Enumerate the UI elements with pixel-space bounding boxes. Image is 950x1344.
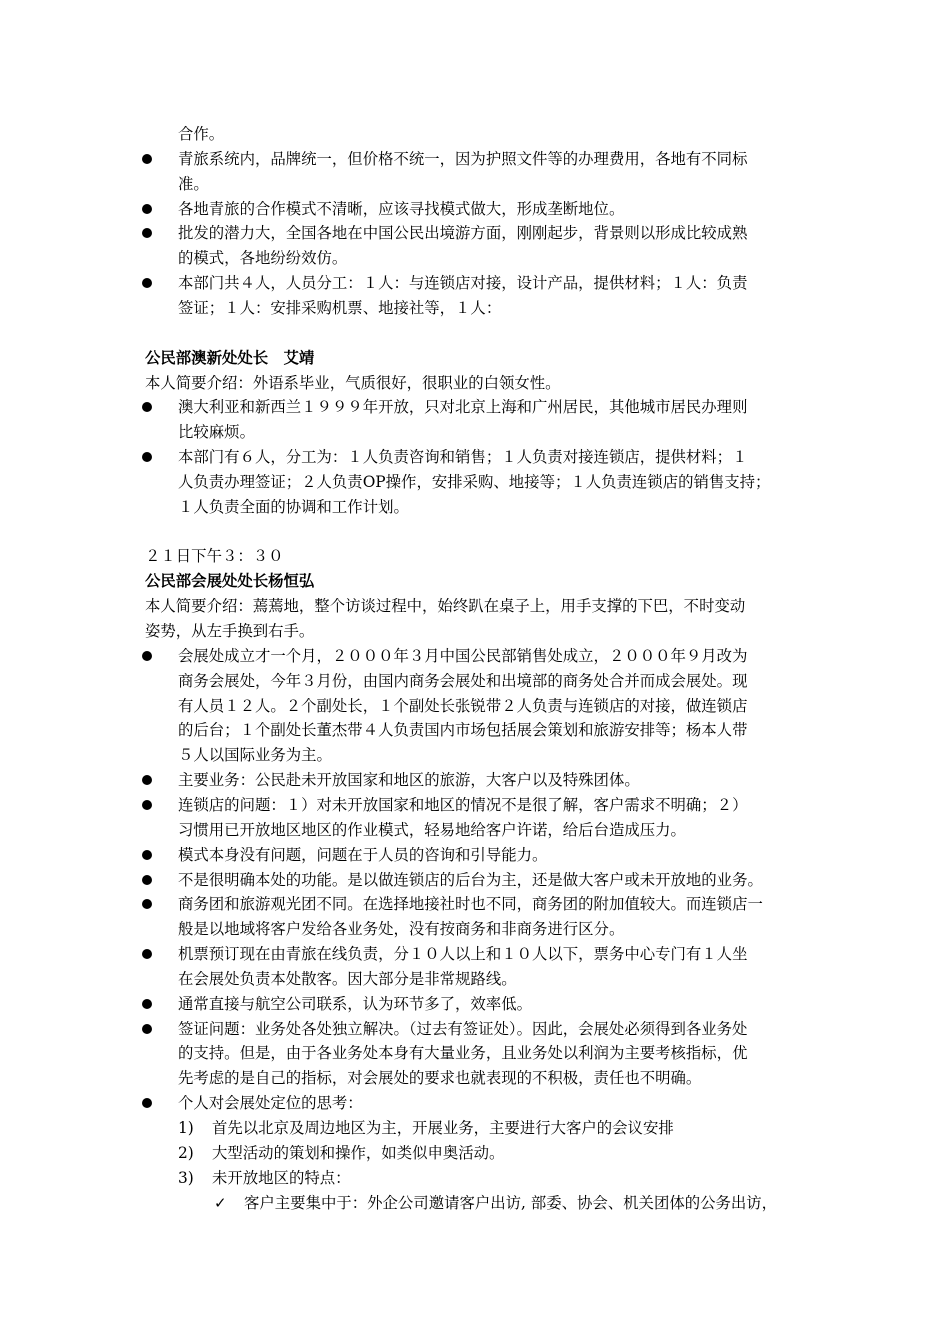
list-item-line: 比较麻烦。 <box>178 423 255 441</box>
list-item-line: 澳大利亚和新西兰１９９９年开放，只对北京上海和广州居民，其他城市居民办理则 <box>178 398 748 416</box>
bullet-icon <box>142 452 152 462</box>
bullet-icon <box>142 949 152 959</box>
bullet-icon <box>142 850 152 860</box>
checkmark-icon: ✓ <box>214 1194 227 1212</box>
list-item-line: 先考虑的是自己的指标，对会展处的要求也就表现的不积极，责任也不明确。 <box>178 1069 702 1087</box>
list-item-line: 签证；１人：安排采购机票、地接社等，１人： <box>178 299 502 317</box>
bullet-icon <box>142 875 152 885</box>
section-heading: 公民部澳新处处长 艾靖 <box>145 349 315 367</box>
bullet-icon <box>142 154 152 164</box>
bullet-icon <box>142 204 152 214</box>
list-item-line: 本部门共４人，人员分工：１人：与连锁店对接，设计产品，提供材料；１人：负责 <box>178 274 748 292</box>
bullet-icon <box>142 775 152 785</box>
list-number: 3) <box>178 1169 194 1187</box>
bullet-icon <box>142 651 152 661</box>
list-item-line: １人负责全面的协调和工作计划。 <box>178 498 409 516</box>
bullet-icon <box>142 1098 152 1108</box>
list-item-line: 本部门有６人，分工为：１人负责咨询和销售；１人负责对接连锁店，提供材料；１ <box>178 448 748 466</box>
list-item-line: 各地青旅的合作模式不清晰，应该寻找模式做大，形成垄断地位。 <box>178 200 625 218</box>
list-number: 1) <box>178 1119 194 1137</box>
list-item-line: 会展处成立才一个月，２０００年３月中国公民部销售处成立，２０００年９月改为 <box>178 647 748 665</box>
list-item-line: 商务团和旅游观光团不同。在选择地接社时也不同，商务团的附加值较大。而连锁店一 <box>178 895 763 913</box>
list-item-line: 商务会展处，今年３月份，由国内商务会展处和出境部的商务处合并而成会展处。现 <box>178 672 748 690</box>
list-item-line: 机票预订现在由青旅在线负责，分１０人以上和１０人以下，票务中心专门有１人坐 <box>178 945 748 963</box>
list-item-line: 签证问题：业务处各处独立解决。（过去有签证处）。因此，会展处必须得到各业务处 <box>178 1020 748 1038</box>
numbered-item-text: 未开放地区的特点： <box>212 1169 351 1187</box>
list-item-line: 连锁店的问题：１）对未开放国家和地区的情况不是很了解，客户需求不明确；２） <box>178 796 748 814</box>
bullet-icon <box>142 800 152 810</box>
list-item-line: 在会展处负责本处散客。因大部分是非常规路线。 <box>178 970 517 988</box>
list-item-line: 批发的潜力大，全国各地在中国公民出境游方面，刚刚起步，背景则以形成比较成熟 <box>178 224 748 242</box>
list-item-line: 的模式，各地纷纷效仿。 <box>178 249 348 267</box>
list-item-line: ５人以国际业务为主。 <box>178 746 332 764</box>
bullet-icon <box>142 899 152 909</box>
list-item-line: 通常直接与航空公司联系，认为环节多了，效率低。 <box>178 995 532 1013</box>
list-item-line: 合作。 <box>178 125 225 143</box>
bullet-icon <box>142 278 152 288</box>
list-item-line: 的后台；１个副处长董杰带４人负责国内市场包括展会策划和旅游安排等；杨本人带 <box>178 721 748 739</box>
list-item-line: 人负责办理签证；２人负责OP操作，安排采购、地接等；１人负责连锁店的销售支持； <box>178 473 771 491</box>
paragraph-line: 本人简要介绍：蔫蔫地，整个访谈过程中，始终趴在桌子上，用手支撑的下巴，不时变动 <box>145 597 746 615</box>
list-item-line: 模式本身没有问题，问题在于人员的咨询和引导能力。 <box>178 846 548 864</box>
list-item-line: 个人对会展处定位的思考： <box>178 1094 363 1112</box>
numbered-item-text: 大型活动的策划和操作，如类似申奥活动。 <box>212 1144 505 1162</box>
bullet-icon <box>142 228 152 238</box>
time-line: ２１日下午３：３０ <box>145 547 284 565</box>
list-item-line: 主要业务：公民赴未开放国家和地区的旅游，大客户以及特殊团体。 <box>178 771 640 789</box>
bullet-icon <box>142 1024 152 1034</box>
list-item-line: 习惯用已开放地区地区的作业模式，轻易地给客户许诺，给后台造成压力。 <box>178 821 686 839</box>
section-heading: 公民部会展处处长杨恒弘 <box>145 572 315 590</box>
list-item-line: 青旅系统内，品牌统一，但价格不统一，因为护照文件等的办理费用，各地有不同标 <box>178 150 748 168</box>
list-item-line: 般是以地域将客户发给各业务处，没有按商务和非商务进行区分。 <box>178 920 625 938</box>
list-item-line: 有人员１２人。２个副处长，１个副处长张锐带２人负责与连锁店的对接，做连锁店 <box>178 697 748 715</box>
list-number: 2) <box>178 1144 194 1162</box>
check-item-text: 客户主要集中于：外企公司邀请客户出访, 部委、协会、机关团体的公务出访， <box>244 1194 778 1212</box>
paragraph-line: 姿势，从左手换到右手。 <box>145 622 315 640</box>
paragraph-line: 本人简要介绍：外语系毕业，气质很好，很职业的白领女性。 <box>145 374 561 392</box>
list-item-line: 的支持。但是，由于各业务处本身有大量业务，且业务处以利润为主要考核指标，优 <box>178 1044 748 1062</box>
list-item-line: 不是很明确本处的功能。是以做连锁店的后台为主，还是做大客户或未开放地的业务。 <box>178 871 763 889</box>
bullet-icon <box>142 999 152 1009</box>
bullet-icon <box>142 402 152 412</box>
list-item-line: 准。 <box>178 175 209 193</box>
numbered-item-text: 首先以北京及周边地区为主，开展业务，主要进行大客户的会议安排 <box>212 1119 674 1137</box>
